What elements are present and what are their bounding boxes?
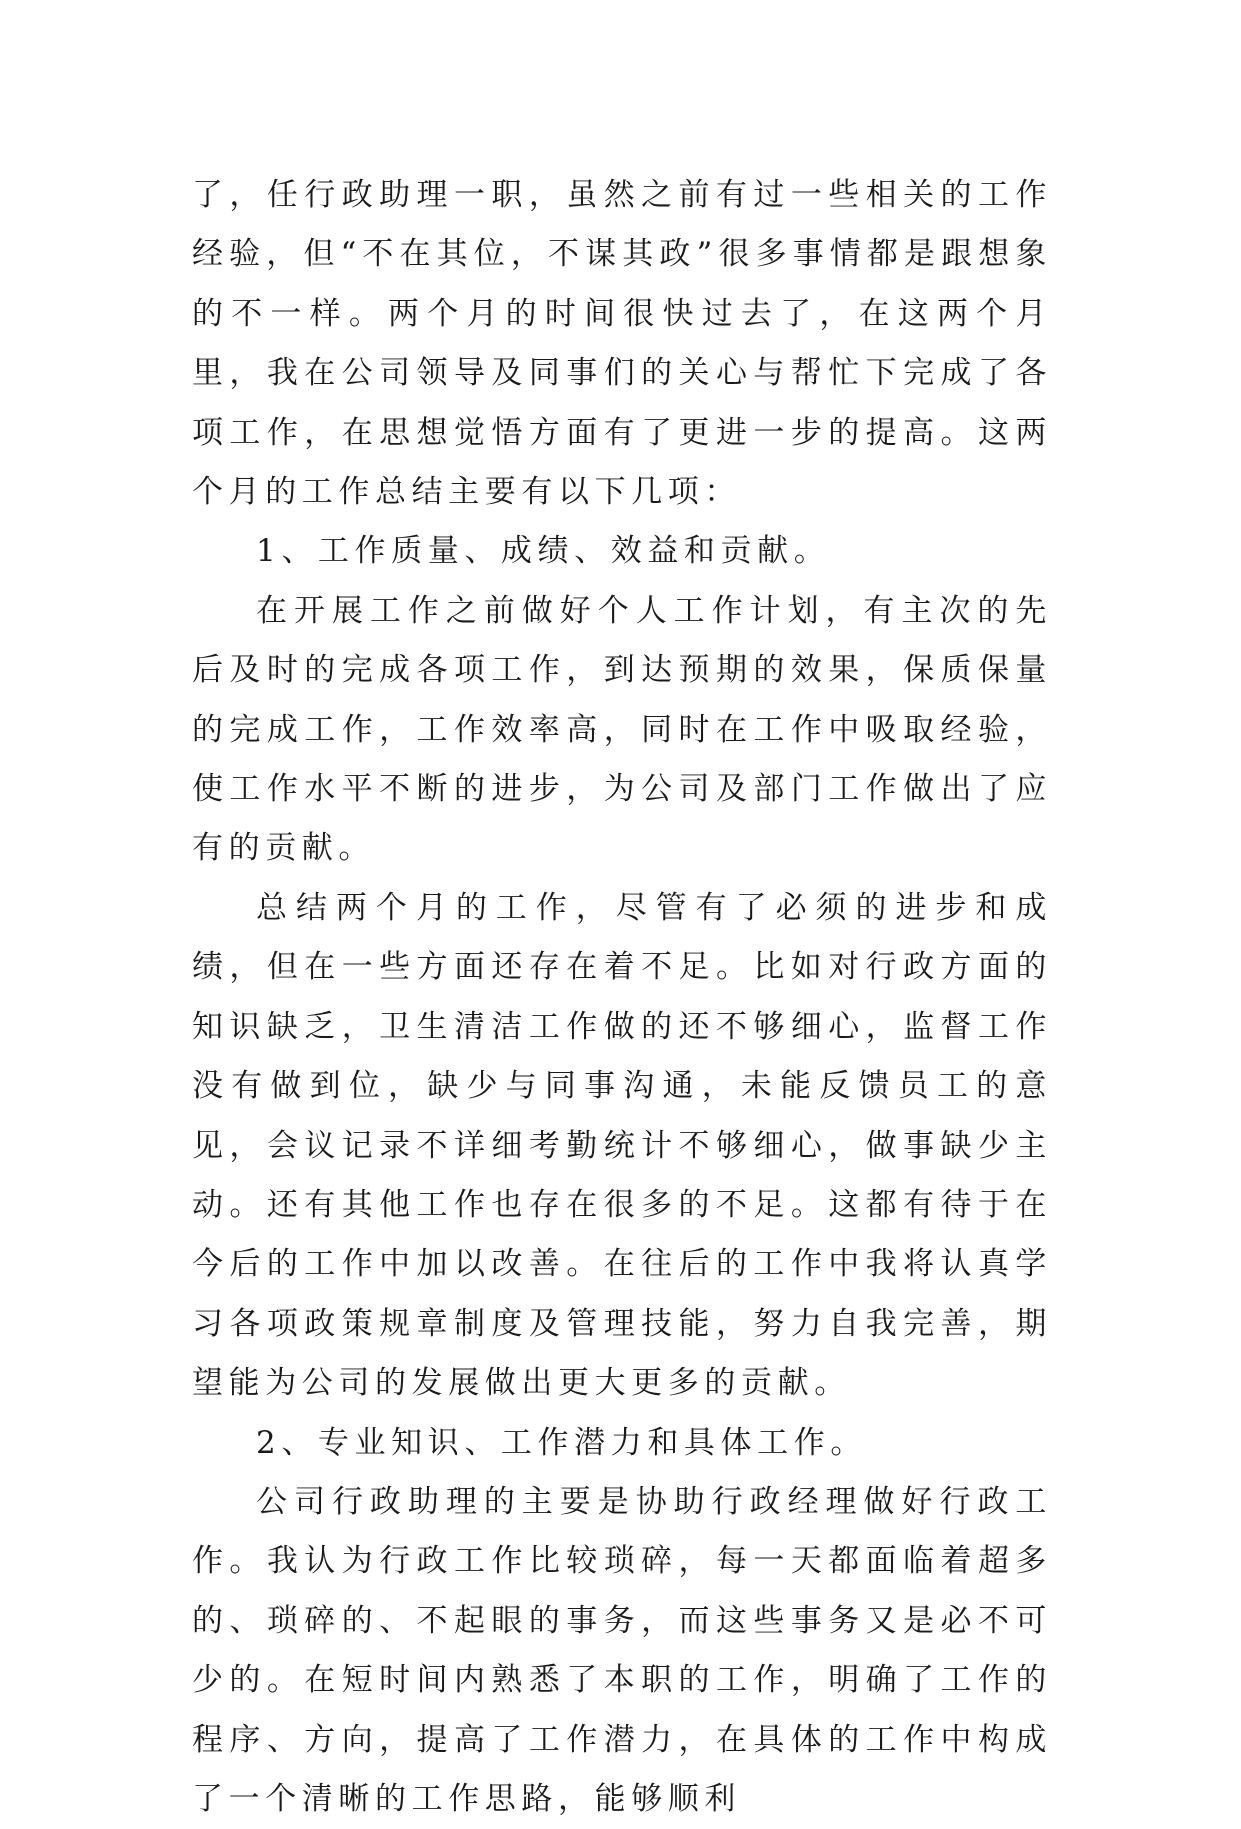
paragraph-intro: 了，任行政助理一职，虽然之前有过一些相关的工作经验，但“不在其位，不谋其政”很多事情都是跟想象的不一样。两个月的时间很快过去了，在这两个月里，我在公司领导及同事们的关心与帮忙下完成了各项工作，在思想觉悟方面有了更进一步的提高。这两个月的工作总结主要有以下几项： xyxy=(192,177,1052,511)
section-heading-2: 2、专业知识、工作潜力和具体工作。 xyxy=(256,1424,867,1461)
paragraph-shortcomings: 总结两个月的工作，尽管有了必须的进步和成绩，但在一些方面还存在着不足。比如对行政方面的知识缺乏，卫生清洁工作做的还不够细心，监督工作没有做到位，缺少与同事沟通，未能反馈员工的意见，会议记录不详细考勤统计不够细心，做事缺少主动。还有其他工作也存在很多的不足。这都有待于在今后的工作中加以改善。在往后的工作中我将认真学习各项政策规章制度及管理技能，努力自我完善，期望能为公司的发展做出更大更多的贡献。 xyxy=(192,889,1052,1402)
section-heading-1: 1、工作质量、成绩、效益和贡献。 xyxy=(256,533,831,570)
paragraph-work-plan: 在开展工作之前做好个人工作计划，有主次的先后及时的完成各项工作，到达预期的效果，保质保量的完成工作，工作效率高，同时在工作中吸取经验，使工作水平不断的进步，为公司及部门工作做出了应有的贡献。 xyxy=(192,592,1052,867)
paragraph-assistant-role: 公司行政助理的主要是协助行政经理做好行政工作。我认为行政工作比较琐碎，每一天都面临着超多的、琐碎的、不起眼的事务，而这些事务又是必不可少的。在短时间内熟悉了本职的工作，明确了工作的程序、方向，提高了工作潜力，在具体的工作中构成了一个清晰的工作思路，能够顺利 xyxy=(192,1483,1052,1817)
document-body xyxy=(192,166,1052,1829)
